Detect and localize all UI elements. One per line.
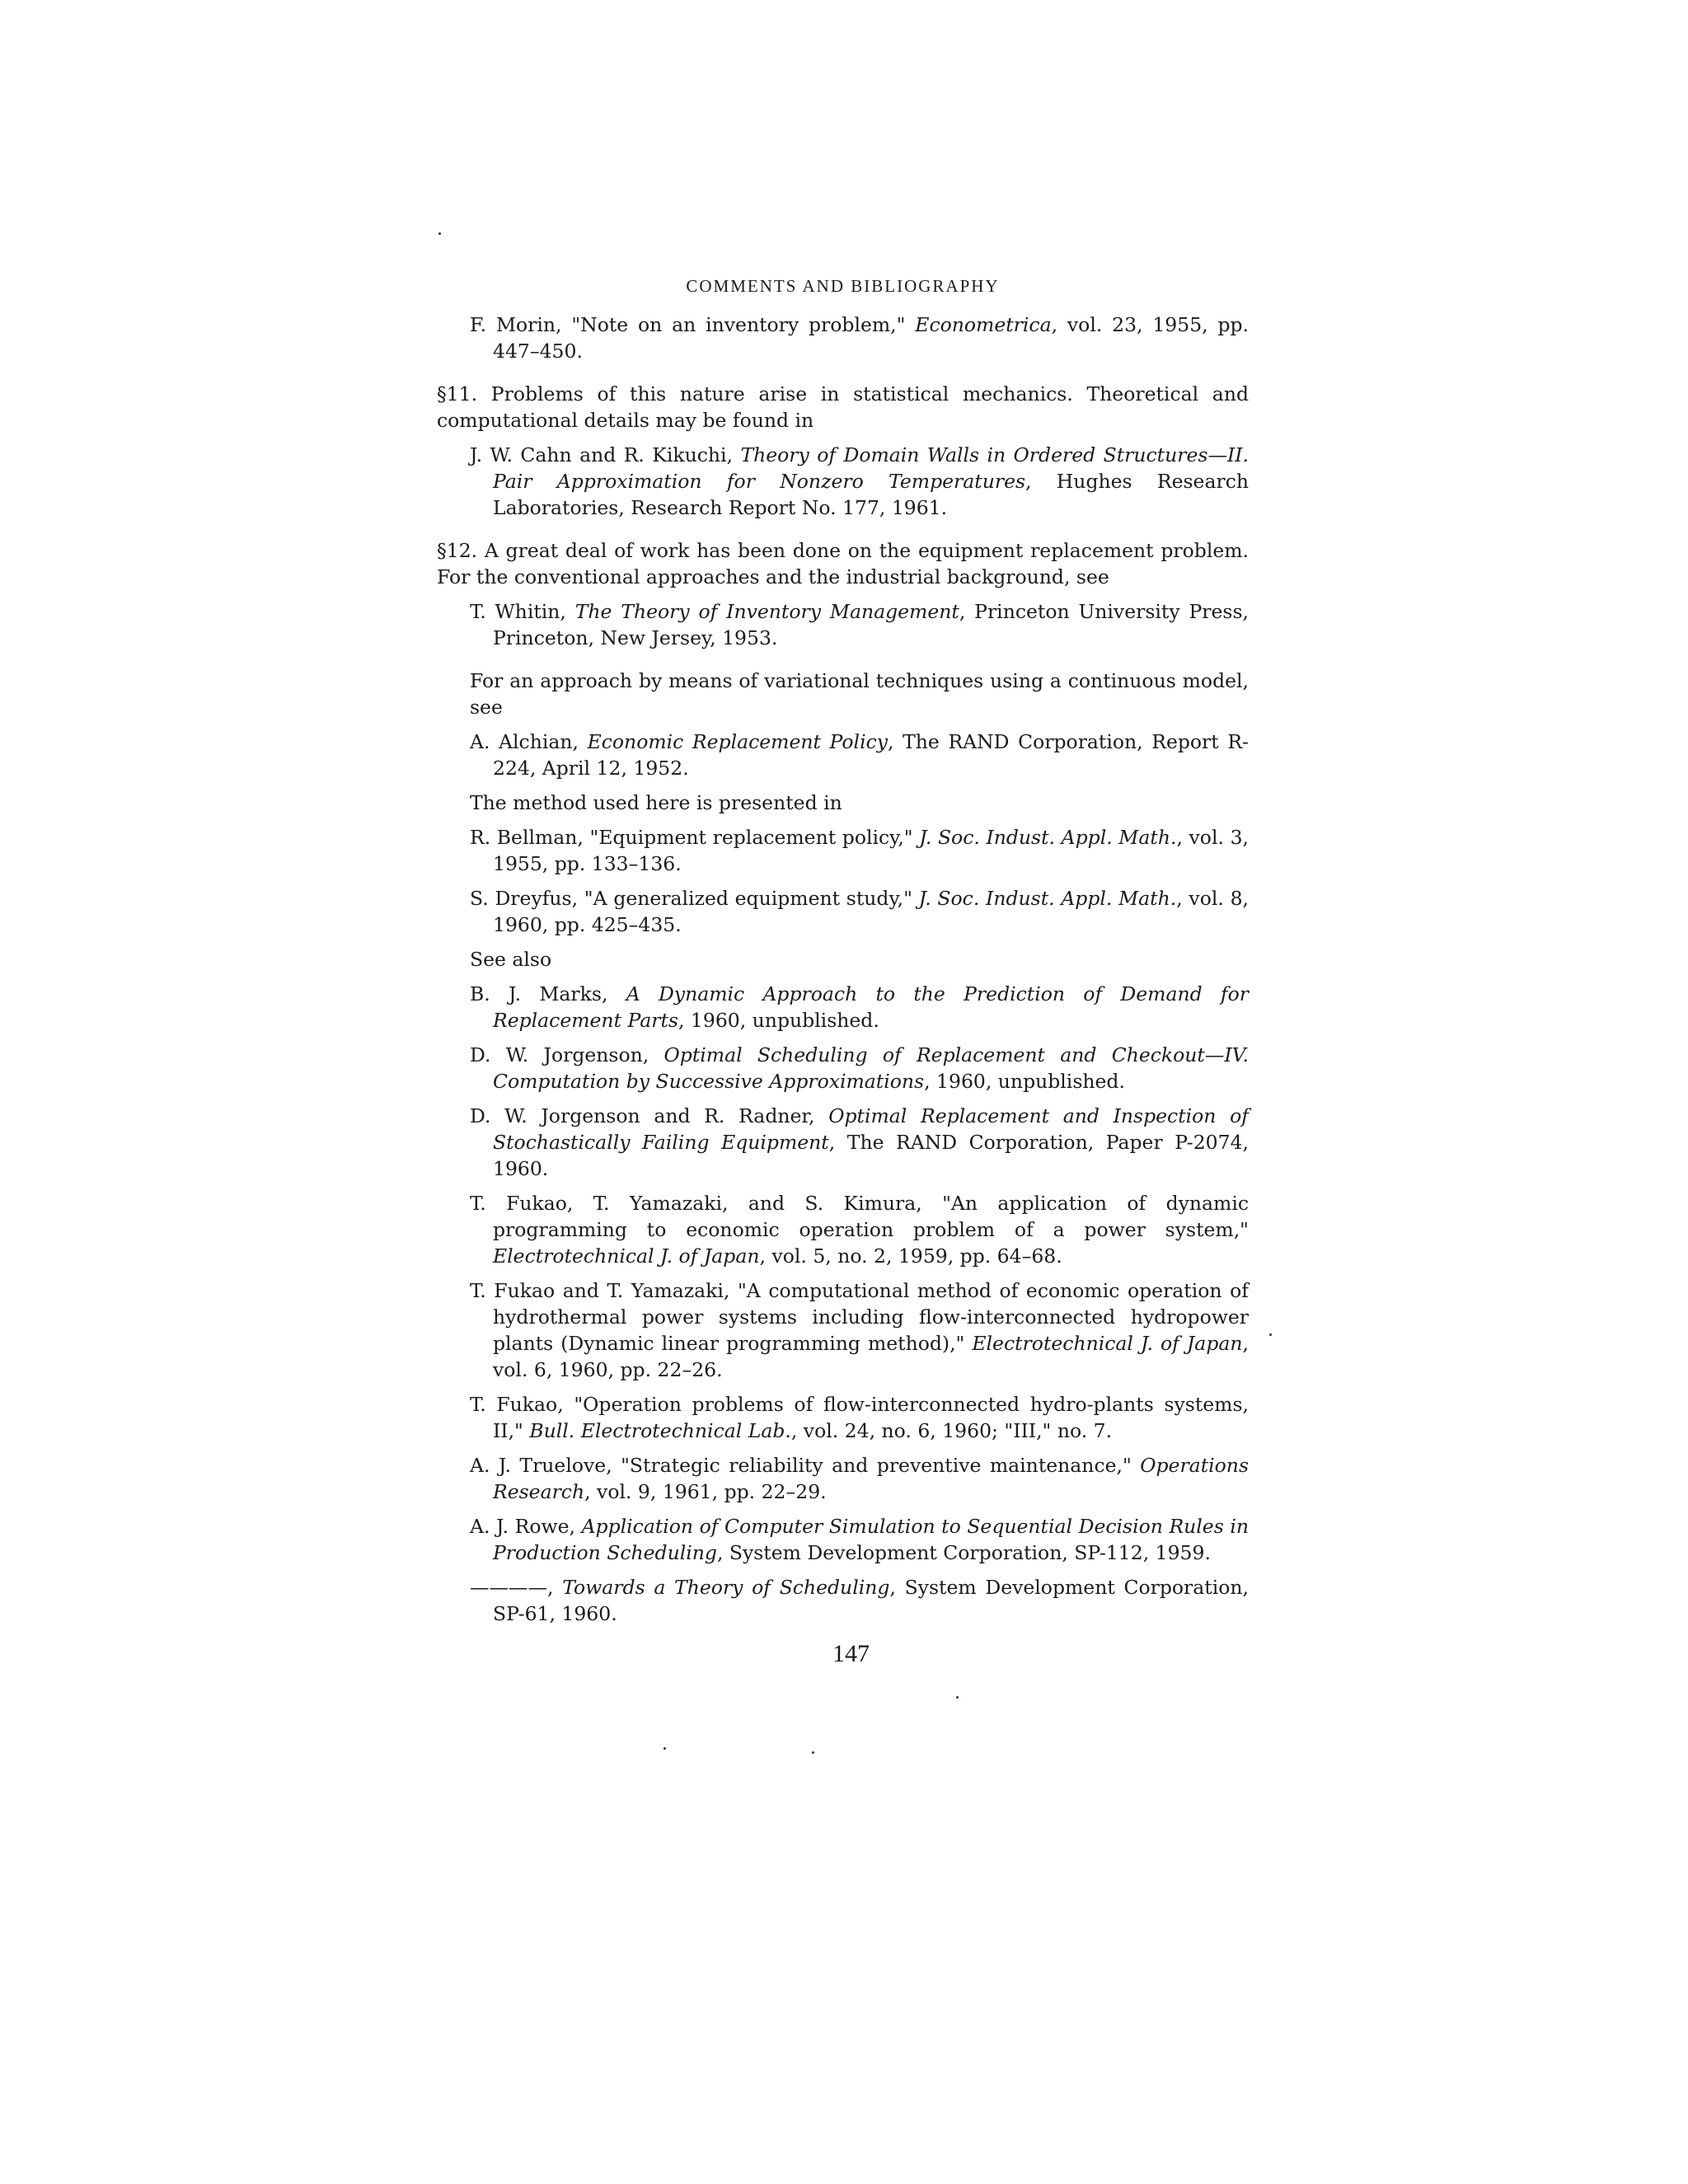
bibliography-entry xyxy=(470,824,1249,877)
page-body xyxy=(437,276,1249,1635)
entry-title: J. Soc. Indust. Appl. Math. xyxy=(919,826,1177,849)
entry-text: , vol. 5, no. 2, 1959, pp. 64–68. xyxy=(759,1244,1062,1268)
entry-title: Bull. Electrotechnical Lab. xyxy=(529,1419,791,1442)
entry-text: , vol. 8, 1960, pp. 425–435. xyxy=(493,887,1249,936)
entry-title: Towards a Theory of Scheduling xyxy=(562,1576,890,1599)
scan-speck xyxy=(663,1747,666,1750)
entry-text: , vol. 24, no. 6, 1960; "III," no. 7. xyxy=(790,1419,1113,1442)
entry-text: A. J. Rowe, xyxy=(470,1515,582,1538)
comment-paragraph: For an approach by means of variational techniques using a continuous model, see xyxy=(470,669,1249,719)
entry-text: , 1960, unpublished. xyxy=(678,1009,879,1032)
entry-title: Electrotechnical J. of Japan xyxy=(493,1244,760,1268)
bibliography-entry xyxy=(470,981,1249,1033)
entry-title: A Dynamic Approach to the Prediction of Demand for Replacement Parts xyxy=(493,982,1250,1032)
entry-text: A. Alchian, xyxy=(470,730,588,753)
bibliography-entry xyxy=(470,1190,1249,1269)
entry-title: Econometrica xyxy=(915,313,1052,336)
entry-title: Economic Replacement Policy xyxy=(587,730,889,753)
entry-text: , System Development Corporation, SP-61, 1960. xyxy=(493,1576,1249,1625)
entry-text: T. Fukao, T. Yamazaki, and S. Kimura, "An application of dynamic programming to economic operation problem of a power system," xyxy=(470,1192,1249,1241)
entry-text: , The RAND Corporation, Report R-224, April 12, 1952. xyxy=(493,730,1249,780)
scan-speck xyxy=(956,1696,959,1699)
bibliography-entry xyxy=(470,598,1249,651)
bibliography-entry xyxy=(470,1103,1249,1182)
entry-text: J. W. Cahn and R. Kikuchi, xyxy=(470,443,741,466)
bibliography-entry xyxy=(470,442,1249,521)
bibliography-entry xyxy=(470,1042,1249,1094)
bibliography-list xyxy=(437,312,1249,1627)
comment-paragraph: §11. Problems of this nature arise in statistical mechanics. Theoretical and computational details may be found in xyxy=(437,382,1249,432)
scan-speck xyxy=(438,232,441,235)
running-head: COMMENTS AND BIBLIOGRAPHY xyxy=(686,276,1000,296)
entry-text: , Hughes Research Laboratories, Research Report No. 177, 1961. xyxy=(493,470,1249,519)
entry-title: The Theory of Inventory Management xyxy=(574,600,959,623)
entry-text: S. Dreyfus, "A generalized equipment study," xyxy=(470,887,919,910)
lead-in-text: See also xyxy=(470,948,552,971)
entry-title: Operations Research xyxy=(493,1454,1249,1503)
entry-text: , vol. 3, 1955, pp. 133–136. xyxy=(493,826,1249,875)
entry-text: , The RAND Corporation, Paper P-2074, 1960. xyxy=(493,1131,1250,1180)
bibliography-entry xyxy=(470,1277,1249,1383)
entry-title: J. Soc. Indust. Appl. Math. xyxy=(918,887,1177,910)
bibliography-entry xyxy=(470,1513,1249,1566)
entry-text: F. Morin, "Note on an inventory problem," xyxy=(470,313,916,336)
entry-text: A. J. Truelove, "Strategic reliability and preventive maintenance," xyxy=(470,1454,1141,1477)
entry-title: Application of Computer Simulation to Sequential Decision Rules in Production Scheduling xyxy=(493,1515,1249,1564)
entry-text: D. W. Jorgenson, xyxy=(470,1043,664,1066)
entry-text: T. Fukao, "Operation problems of flow-interconnected hydro-plants systems, II," xyxy=(470,1393,1249,1442)
bibliography-entry xyxy=(470,1391,1249,1444)
entry-title: Theory of Domain Walls in Ordered Structures—II. Pair Approximation for Nonzero Temperatures xyxy=(493,443,1249,493)
entry-title: Optimal Replacement and Inspection of Stochastically Failing Equipment xyxy=(493,1104,1249,1154)
bibliography-entry xyxy=(470,729,1249,781)
bibliography-entry xyxy=(470,312,1249,364)
bibliography-entry xyxy=(470,1574,1249,1627)
comment-paragraph: §12. A great deal of work has been done on the equipment replacement problem. For the conventional approaches and the industrial background, see xyxy=(437,539,1249,588)
entry-text: B. J. Marks, xyxy=(470,982,626,1005)
entry-text: , 1960, unpublished. xyxy=(924,1070,1125,1093)
entry-text: , Princeton University Press, Princeton, New Jersey, 1953. xyxy=(493,600,1250,649)
entry-text: , System Development Corporation, SP-112, 1959. xyxy=(716,1541,1211,1564)
entry-title: Electrotechnical J. of Japan xyxy=(972,1332,1243,1355)
entry-text: T. Whitin, xyxy=(470,600,575,623)
entry-title: Optimal Scheduling of Replacement and Checkout—IV. Computation by Successive Approximations xyxy=(493,1043,1249,1093)
page-number: 147 xyxy=(832,1640,870,1667)
entry-text: D. W. Jorgenson and R. Radner, xyxy=(470,1104,829,1127)
entry-text: , vol. 9, 1961, pp. 22–29. xyxy=(584,1480,827,1503)
entry-text: T. Fukao and T. Yamazaki, "A computational method of economic operation of hydrothermal power systems including flow-interconnected hydropower plants (Dynamic linear programming method)," xyxy=(470,1279,1249,1355)
scan-speck xyxy=(812,1751,814,1754)
scan-speck xyxy=(1269,1333,1272,1336)
entry-text: , vol. 23, 1955, pp. 447–450. xyxy=(493,313,1250,363)
entry-text: ————, xyxy=(470,1576,563,1599)
lead-in-text: The method used here is presented in xyxy=(470,791,842,814)
entry-text: , vol. 6, 1960, pp. 22–26. xyxy=(493,1332,1249,1381)
entry-text: R. Bellman, "Equipment replacement policy," xyxy=(470,826,920,849)
bibliography-entry xyxy=(470,885,1249,938)
bibliography-entry xyxy=(470,1452,1249,1505)
